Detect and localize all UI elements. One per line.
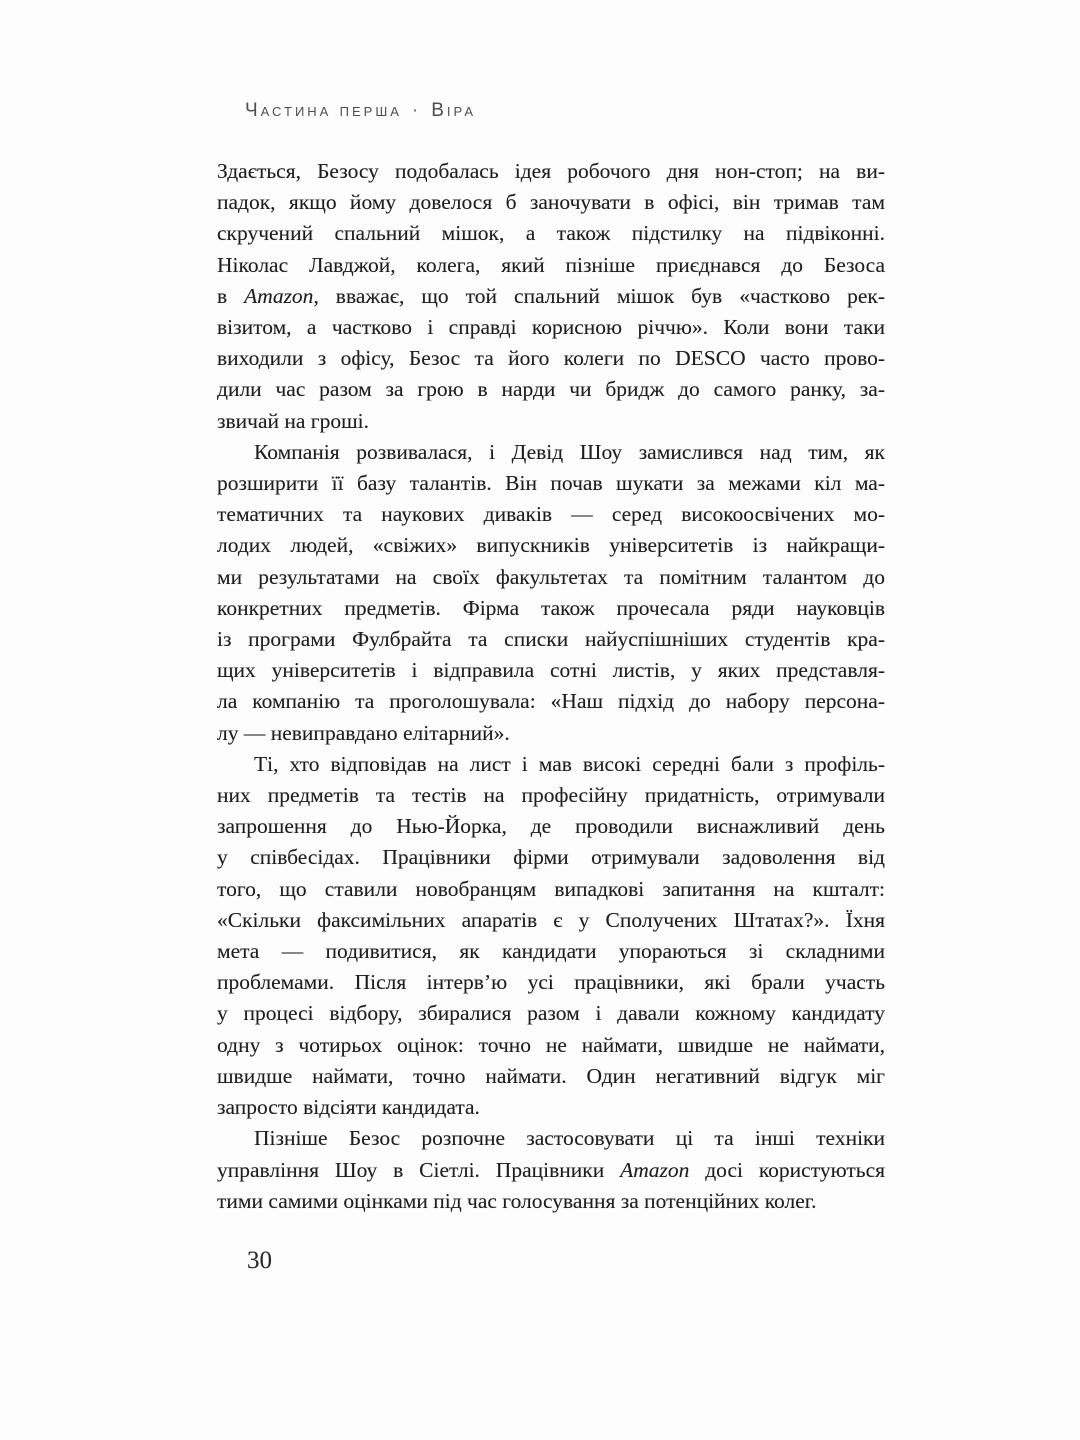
running-header-chapter: Віра [431, 100, 476, 121]
text-line: Ніколас Лавджой, колега, який пізніше приєднався до Безоса [217, 252, 885, 277]
text-line: виходили з офісу, Безос та його колеги по DESCO часто прово- [217, 346, 885, 371]
text-line: скручений спальний мішок, а також підстилку на підвіконні. [217, 221, 885, 246]
running-header-part: Частина перша [245, 100, 402, 121]
text-line: тематичних та наукових диваків — серед високоосвічених мо- [217, 502, 885, 527]
text-line: ми результатами на своїх факультетах та помітним талантом до [217, 564, 885, 589]
text-line: управління Шоу в Сіетлі. Працівники Amazon досі користуються [217, 1157, 886, 1182]
text-line: ла компанію та проголошувала: «Наш підхід до набору персона- [217, 689, 885, 714]
text-line: тими самими оцінками під час голосування за потенційних колег. [217, 1188, 817, 1213]
text-line: того, що ставили новобранцям випадкові запитання на кшталт: [217, 876, 885, 901]
text-line: розширити її базу талантів. Він почав шукати за межами кіл ма- [217, 471, 885, 496]
text-line: «Скільки факсимільних апаратів є у Сполучених Штатах?». Їхня [217, 907, 885, 932]
text-line: швидше наймати, точно наймати. Один негативний відгук міг [217, 1063, 885, 1088]
text-line: лу — невиправдано елітарний». [217, 720, 510, 745]
text-line: Пізніше Безос розпочне застосовувати ці та інші техніки [254, 1126, 885, 1151]
running-header [245, 100, 476, 122]
page-number: 30 [247, 1247, 272, 1274]
text-line: у співбесідах. Працівники фірми отримували задоволення від [217, 845, 885, 870]
running-header-separator: · [411, 100, 422, 121]
text-line: Компанія розвивалася, і Девід Шоу замислився над тим, як [254, 439, 885, 464]
text-line: проблемами. Після інтерв’ю усі працівники, які брали участь [217, 970, 885, 995]
text-line: візитом, а частково і справді корисною річчю». Коли вони таки [217, 315, 885, 340]
text-line: Ті, хто відповідав на лист і мав високі середні бали з профіль- [254, 751, 885, 776]
text-line: мета — подивитися, як кандидати упораються зі складними [217, 939, 885, 964]
text-line: падок, якщо йому довелося б заночувати в офісі, він тримав там [217, 190, 885, 215]
text-line: лодих людей, «свіжих» випускників університетів із найкращи- [217, 533, 885, 558]
body-text [217, 156, 885, 1217]
text-line: Здається, Безосу подобалась ідея робочого дня нон-стоп; на ви- [217, 159, 885, 183]
text-line: них предметів та тестів на професійну придатність, отримували [217, 783, 885, 808]
text-line: одну з чотирьох оцінок: точно не наймати, швидше не наймати, [217, 1032, 885, 1057]
text-line: конкретних предметів. Фірма також прочесала ряди науковців [217, 595, 885, 620]
text-line: щих університетів і відправила сотні листів, у яких представля- [217, 658, 885, 683]
text-line: запросто відсіяти кандидата. [217, 1095, 480, 1120]
text-line: в Amazon, вважає, що той спальний мішок був «частково рек- [217, 283, 885, 308]
text-line: із програми Фулбрайта та списки найуспішніших студентів кра- [217, 627, 885, 652]
text-line: звичай на гроші. [217, 408, 370, 433]
text-line: у процесі відбору, збиралися разом і давали кожному кандидату [217, 1001, 885, 1026]
text-line: запрошення до Нью-Йорка, де проводили виснажливий день [217, 814, 885, 839]
text-line: дили час разом за грою в нарди чи бридж до самого ранку, за- [217, 377, 885, 402]
